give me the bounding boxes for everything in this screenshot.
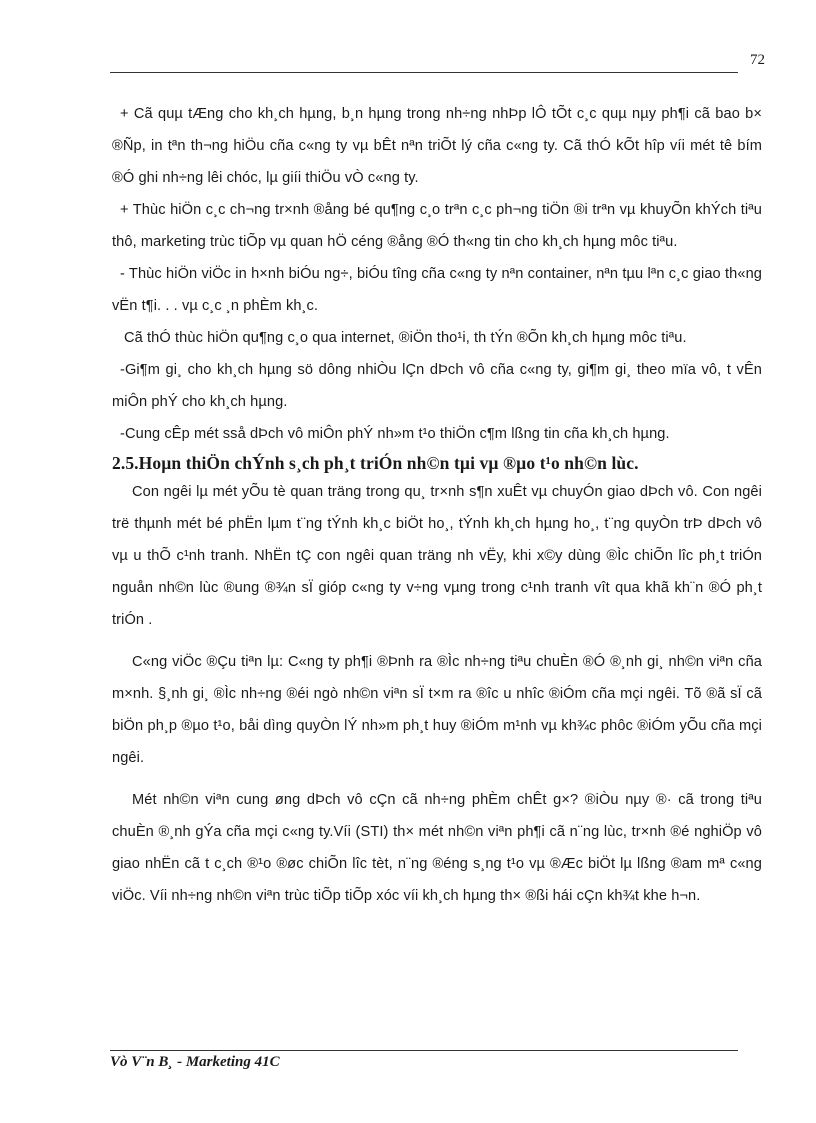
page-number: 72 — [750, 52, 765, 68]
footer-divider — [110, 1050, 738, 1051]
body-paragraph: + Cã quµ tÆng cho kh¸ch hµng, b¸n hµng trong nh÷ng nhÞp lÔ tÕt c¸c quµ nµy ph¶i cã bao b× ®Ñp, in tªn th¬ng hiÖu cña c«ng ty vµ bÊt nªn triÕt lý cña c«ng ty. Cã thÓ kÕt hîp víi mét tê bím ®Ó ghi nh÷ng lêi chóc, lµ giíi thiÖu vÒ c«ng ty. — [112, 106, 762, 186]
header-divider — [110, 72, 738, 73]
body-paragraph: -Cung cÊp mét sså dÞch vô miÔn phÝ nh»m t¹o thiÖn c¶m lßng tin cña kh¸ch hµng. — [120, 426, 670, 442]
body-paragraph: -Gi¶m gi¸ cho kh¸ch hµng sö dông nhiÒu lÇn dÞch vô cña c«ng ty, gi¶m gi¸ theo mïa vô, t vÊn miÔn phÝ cho kh¸ch hµng. — [112, 362, 762, 410]
body-paragraph: Cã thÓ thùc hiÖn qu¶ng c¸o qua internet, ®iÖn tho¹i, th tÝn ®Õn kh¸ch hµng môc tiªu. — [124, 330, 687, 346]
body-paragraph: Con ngêi lµ mét yÕu tè quan träng trong qu¸ tr×nh s¶n xuÊt vµ chuyÓn giao dÞch vô. Con ngêi trë thµnh mét bé phËn lµm t¨ng tÝnh kh¸c biÖt ho¸, tÝnh kh¸ch hµng ho¸, t¨ng quyÒn trÞ dÞch vô vµ u thÕ c¹nh tranh. NhËn tÇ con ngêi quan träng nh vËy, khi x©y dùng ®Ìc chiÕn lîc ph¸t triÓn nguån nh©n lùc ®ung ®¾n sÏ gióp c«ng ty v÷ng vµng trong c¹nh tranh vît qua khã kh¨n ®Ó ph¸t triÓn . — [112, 484, 762, 628]
footer-author: Vò V¨n B¸ - Marketing 41C — [110, 1054, 280, 1070]
body-paragraph: + Thùc hiÖn c¸c ch¬ng tr×nh ®ång bé qu¶ng c¸o trªn c¸c ph¬ng tiÖn ®i trªn vµ khuyÕn khÝch tiªu thô, marketing trùc tiÕp vµ quan hÖ céng ®ång ®Ó th«ng tin cho kh¸ch hµng môc tiªu. — [112, 202, 762, 250]
body-paragraph: - Thùc hiÖn viÖc in h×nh biÓu ng÷, biÓu tîng cña c«ng ty nªn container, nªn tµu lªn c¸c giao th«ng vËn t¶i. . . vµ c¸c ¸n phÈm kh¸c. — [112, 266, 762, 314]
body-paragraph: C«ng viÖc ®Çu tiªn lµ: C«ng ty ph¶i ®Þnh ra ®Ìc nh÷ng tiªu chuÈn ®Ó ®¸nh gi¸ nh©n viªn cña m×nh. §¸nh gi¸ ®Ìc nh÷ng ®éi ngò nh©n viªn sÏ t×m ra ®îc u nhîc ®iÓm cña mçi ngêi. Tõ ®ã sÏ cã biÖn ph¸p ®µo t¹o, båi dìng quyÒn lÝ nh»m ph¸t huy ®iÓm m¹nh vµ kh¾c phôc ®iÓm yÕu cña mçi ngêi. — [112, 654, 762, 766]
page-body — [112, 98, 762, 912]
section-heading: 2.5.Hoµn thiÖn chÝnh s¸ch ph¸t triÓn nh©n tµi vµ ®µo t¹o nh©n lùc. — [112, 453, 639, 473]
body-paragraph: Mét nh©n viªn cung øng dÞch vô cÇn cã nh÷ng phÈm chÊt g×? ®iÒu nµy ®· cã trong tiªu chuÈn ®¸nh gÝa cña mçi c«ng ty.Víi (STI) th× mét nh©n viªn ph¶i cã n¨ng lùc, tr×nh ®é nghiÖp vô giao nhËn cã t c¸ch ®¹o ®øc chiÕn lîc tèt, n¨ng ®éng s¸ng t¹o vµ ®Æc biÖt lµ lßng ®am mª c«ng viÖc. Víi nh÷ng nh©n viªn trùc tiÕp tiÕp xóc víi kh¸ch hµng th× ®ßi hái cÇn kh¾t khe h¬n. — [112, 792, 762, 904]
